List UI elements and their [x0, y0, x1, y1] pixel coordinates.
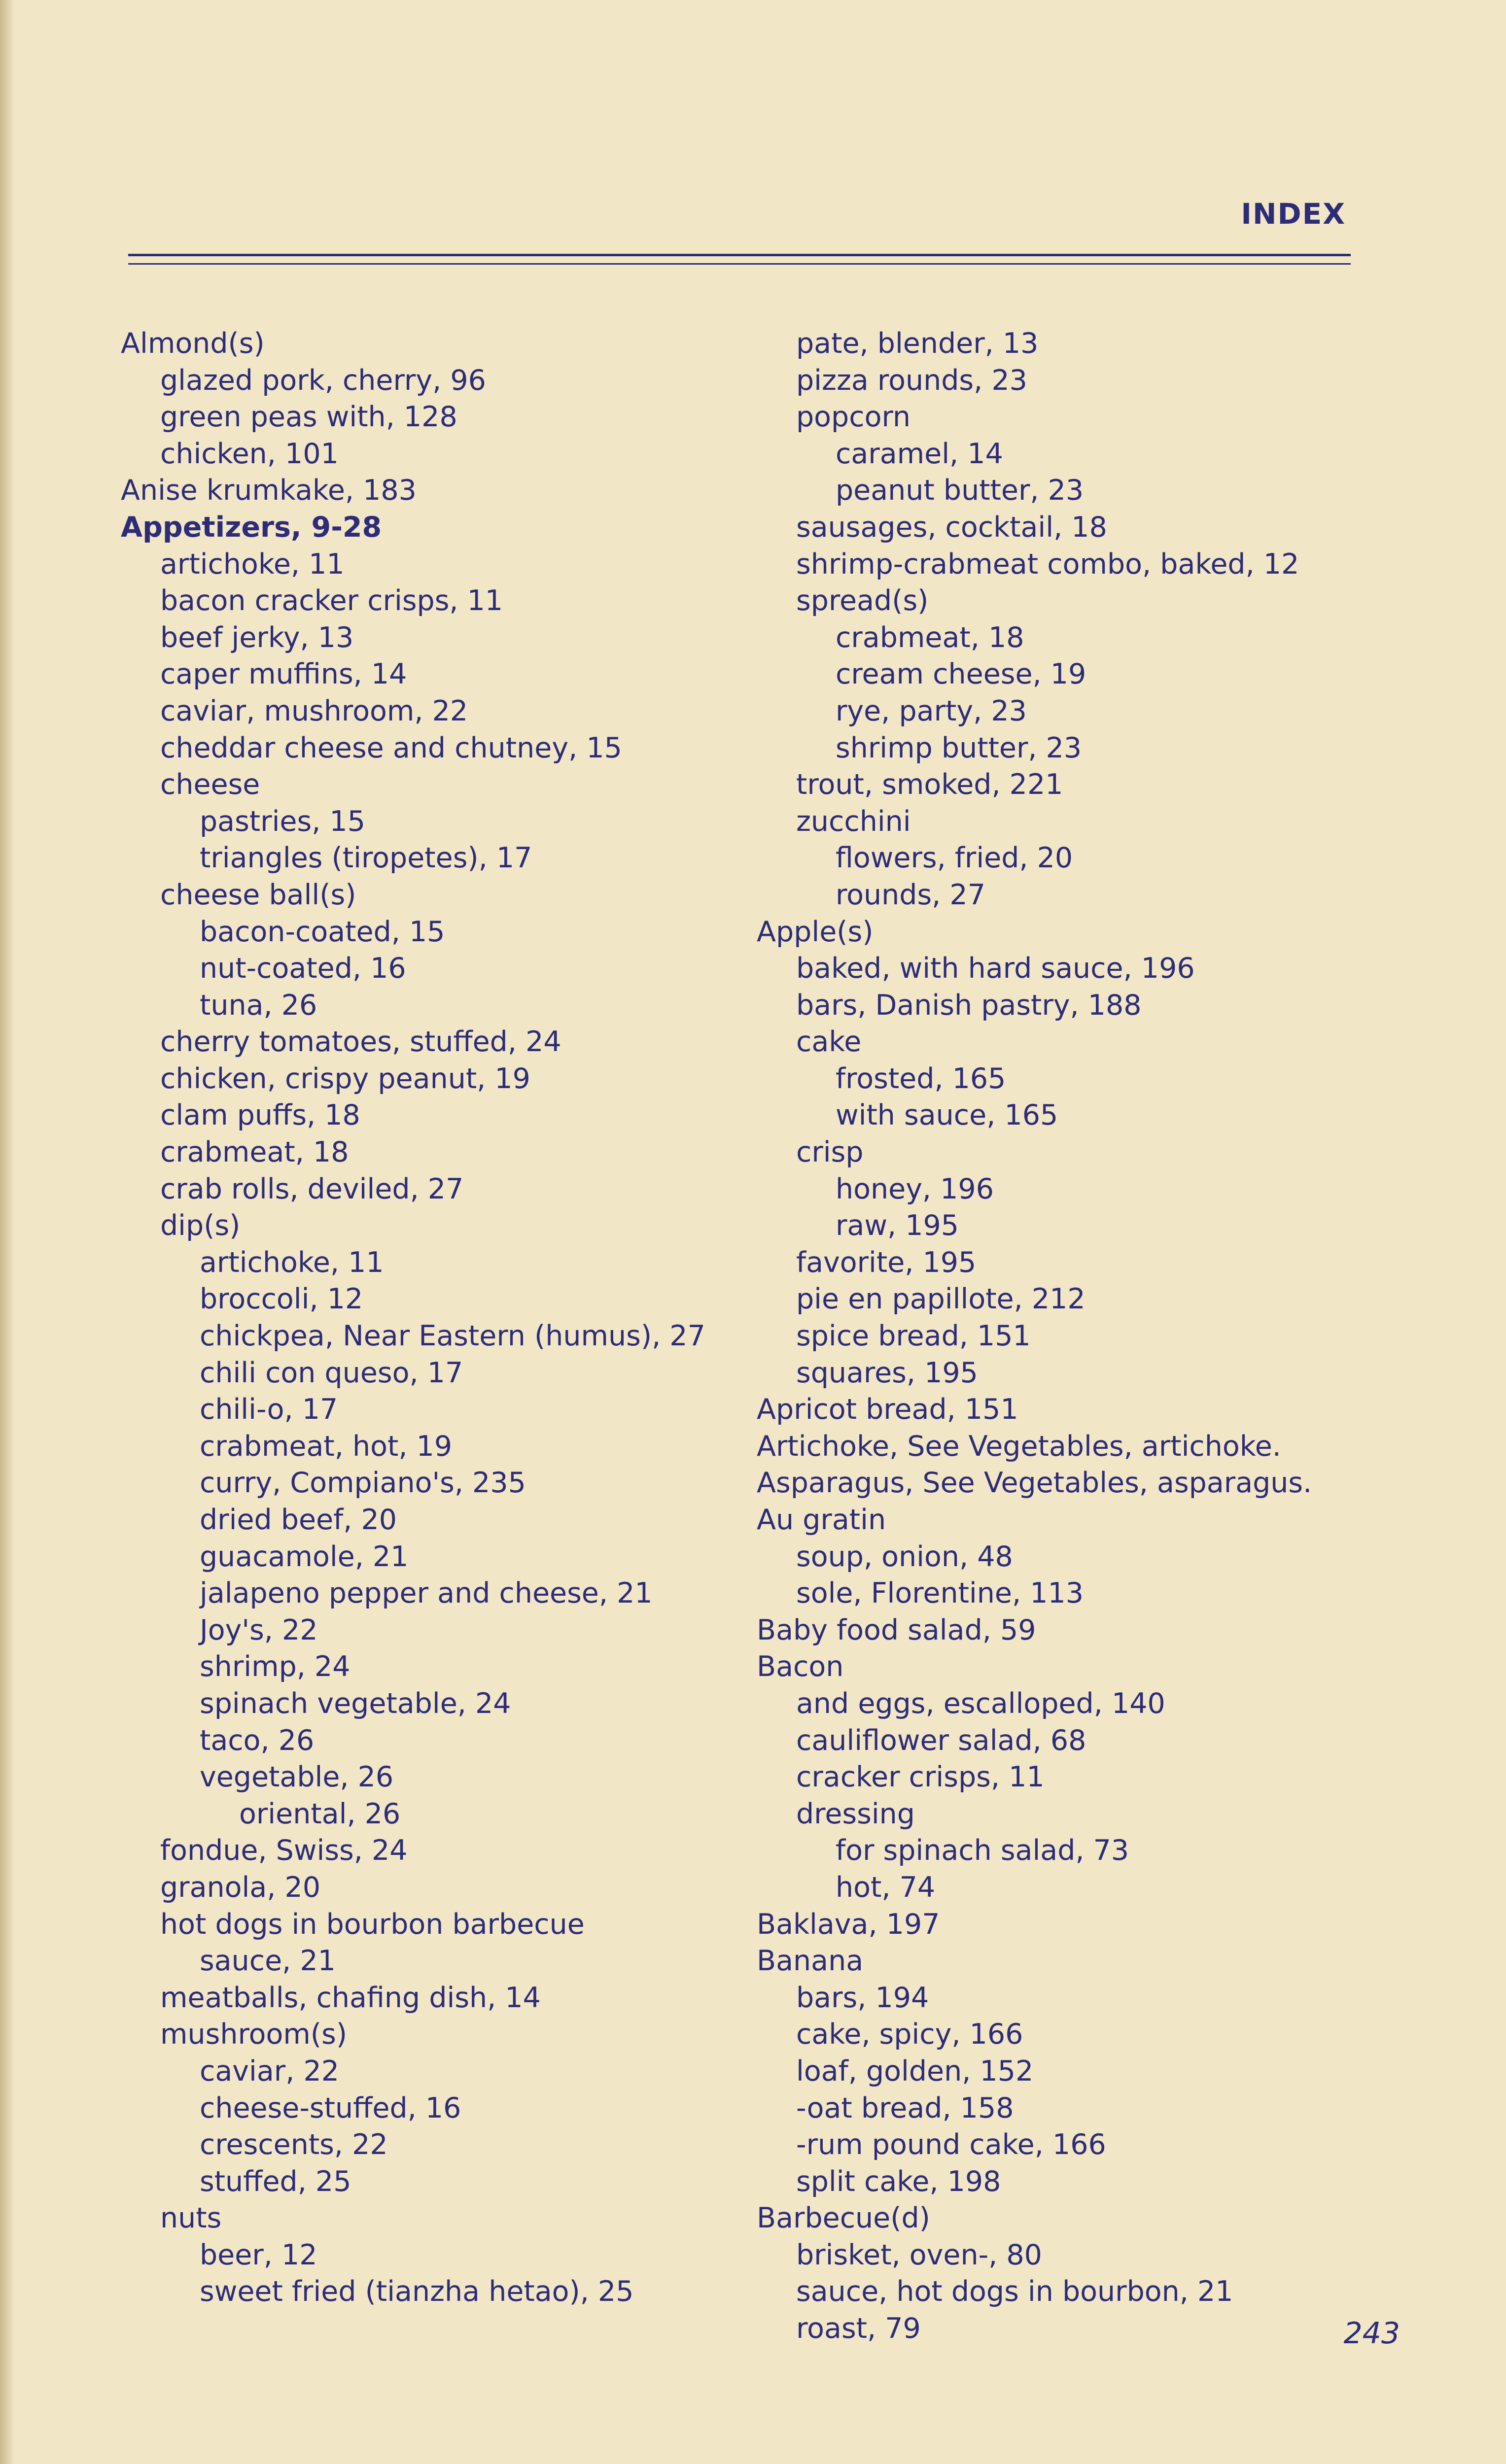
index-subentry: with sauce, 165	[836, 1099, 1058, 1132]
index-subentry: bacon cracker crisps, 11	[160, 584, 503, 617]
page-number: 243	[1343, 2316, 1400, 2351]
index-subentry: chickpea, Near Eastern (humus), 27	[200, 1320, 705, 1353]
index-subentry: green peas with, 128	[160, 401, 457, 434]
index-subentry: jalapeno pepper and cheese, 21	[200, 1577, 653, 1610]
index-subentry: dressing	[796, 1797, 915, 1830]
index-heading: Baby food salad, 59	[757, 1613, 1036, 1646]
index-subentry: tuna, 26	[200, 989, 317, 1022]
index-subentry: popcorn	[796, 401, 911, 434]
index-heading: Anise krumkake, 183	[121, 474, 417, 507]
index-subentry: bars, Danish pastry, 188	[796, 989, 1142, 1022]
index-subentry: spread(s)	[796, 584, 929, 617]
index-subentry: pizza rounds, 23	[796, 364, 1027, 397]
index-subentry: bacon-coated, 15	[200, 915, 445, 948]
index-heading: Barbecue(d)	[757, 2202, 930, 2235]
index-subentry: dried beef, 20	[200, 1504, 397, 1536]
index-subentry: crabmeat, 18	[160, 1136, 349, 1169]
index-subentry: sauce, hot dogs in bourbon, 21	[796, 2275, 1233, 2308]
index-subentry: brisket, oven-, 80	[796, 2238, 1042, 2271]
index-subentry: glazed pork, cherry, 96	[160, 364, 486, 397]
index-subentry: broccoli, 12	[200, 1283, 363, 1316]
index-subentry: hot dogs in bourbon barbecue	[160, 1908, 585, 1941]
index-subentry: artichoke, 11	[160, 548, 345, 581]
index-subentry: spinach vegetable, 24	[200, 1687, 511, 1720]
index-subentry: cheese ball(s)	[160, 878, 356, 911]
index-subentry: taco, 26	[200, 1724, 315, 1757]
index-subentry: cauliflower salad, 68	[796, 1724, 1086, 1757]
header-rule-bottom	[128, 263, 1351, 265]
index-subentry: roast, 79	[796, 2312, 921, 2345]
index-heading: Apricot bread, 151	[757, 1393, 1018, 1426]
index-subentry: shrimp-crabmeat combo, baked, 12	[796, 548, 1299, 581]
index-subentry: baked, with hard sauce, 196	[796, 952, 1195, 985]
index-subentry: caviar, 22	[200, 2054, 339, 2088]
index-subentry: dip(s)	[160, 1209, 241, 1242]
index-subentry: shrimp butter, 23	[836, 731, 1082, 764]
index-subentry: curry, Compiano's, 235	[200, 1467, 526, 1500]
index-subentry: soup, onion, 48	[796, 1540, 1013, 1573]
index-subentry: crabmeat, hot, 19	[200, 1430, 453, 1463]
index-subentry: beer, 12	[200, 2238, 317, 2271]
index-subentry: caper muffins, 14	[160, 658, 407, 691]
index-subentry: favorite, 195	[796, 1246, 977, 1279]
index-subentry: cake	[796, 1026, 862, 1059]
index-subentry: Joy's, 22	[200, 1613, 318, 1646]
index-column-right	[757, 325, 1407, 2347]
index-subentry: frosted, 165	[836, 1062, 1006, 1095]
index-subentry: sauce, 21	[200, 1945, 336, 1978]
index-subentry: chili con queso, 17	[200, 1356, 463, 1389]
page-header-title: INDEX	[1241, 197, 1346, 231]
index-heading: Banana	[757, 1945, 864, 1978]
index-subentry: guacamole, 21	[200, 1540, 409, 1573]
index-subentry: nut-coated, 16	[200, 952, 406, 985]
index-subentry: sweet fried (tianzha hetao), 25	[200, 2275, 634, 2308]
index-heading: Bacon	[757, 1650, 844, 1683]
index-subentry: and eggs, escalloped, 140	[796, 1687, 1165, 1720]
index-subentry: cheese-stuffed, 16	[200, 2091, 461, 2124]
index-subentry: cherry tomatoes, stuffed, 24	[160, 1026, 561, 1059]
index-subentry: rounds, 27	[836, 878, 985, 911]
index-heading: Baklava, 197	[757, 1908, 940, 1941]
index-subentry: mushroom(s)	[160, 2018, 348, 2051]
index-subentry: granola, 20	[160, 1871, 321, 1904]
index-subentry: chicken, 101	[160, 437, 339, 470]
index-subentry: artichoke, 11	[200, 1246, 384, 1279]
index-subentry: bars, 194	[796, 1981, 929, 2014]
index-subentry: chili-o, 17	[200, 1393, 338, 1426]
index-subentry: peanut butter, 23	[836, 474, 1084, 507]
index-subentry: meatballs, chafing dish, 14	[160, 1981, 541, 2014]
index-subentry: pie en papillote, 212	[796, 1283, 1086, 1316]
index-heading: Appetizers, 9-28	[121, 511, 382, 544]
index-subentry: zucchini	[796, 805, 911, 838]
index-subentry: cheese	[160, 768, 260, 801]
index-subentry: trout, smoked, 221	[796, 768, 1063, 801]
index-subentry: cheddar cheese and chutney, 15	[160, 731, 622, 764]
index-subentry: hot, 74	[836, 1871, 936, 1904]
index-subentry: vegetable, 26	[200, 1761, 394, 1794]
index-subentry: stuffed, 25	[200, 2165, 351, 2198]
header-rule-top	[128, 254, 1351, 256]
index-subentry: cracker crisps, 11	[796, 1761, 1045, 1794]
index-subentry: clam puffs, 18	[160, 1099, 360, 1132]
index-subentry: sole, Florentine, 113	[796, 1577, 1084, 1610]
index-subentry: crab rolls, deviled, 27	[160, 1172, 464, 1205]
index-subentry: pate, blender, 13	[796, 327, 1039, 360]
index-subentry: split cake, 198	[796, 2165, 1001, 2198]
index-heading: Artichoke, See Vegetables, artichoke.	[757, 1430, 1281, 1463]
index-subentry: spice bread, 151	[796, 1320, 1031, 1353]
index-subentry: fondue, Swiss, 24	[160, 1834, 408, 1867]
index-heading: Asparagus, See Vegetables, asparagus.	[757, 1467, 1312, 1500]
index-subentry: raw, 195	[836, 1209, 959, 1242]
index-subentry: cake, spicy, 166	[796, 2018, 1023, 2051]
index-subentry: -rum pound cake, 166	[796, 2128, 1106, 2161]
page-binding-shadow	[0, 0, 15, 2464]
index-heading: Au gratin	[757, 1504, 886, 1536]
index-subentry: caviar, mushroom, 22	[160, 694, 468, 727]
index-column-left	[121, 325, 762, 2310]
index-subentry: beef jerky, 13	[160, 621, 354, 654]
index-subentry: crescents, 22	[200, 2128, 388, 2161]
index-subentry: cream cheese, 19	[836, 658, 1086, 691]
index-heading: Almond(s)	[121, 327, 265, 360]
index-subentry: crisp	[796, 1136, 864, 1169]
index-subentry: triangles (tiropetes), 17	[200, 842, 532, 875]
index-subentry: sausages, cocktail, 18	[796, 511, 1107, 544]
index-subentry: loaf, golden, 152	[796, 2054, 1034, 2088]
index-heading: Apple(s)	[757, 915, 874, 948]
index-subentry: oriental, 26	[239, 1797, 401, 1830]
index-subentry: crabmeat, 18	[836, 621, 1024, 654]
index-subentry: chicken, crispy peanut, 19	[160, 1062, 530, 1095]
index-subentry: -oat bread, 158	[796, 2091, 1014, 2124]
index-subentry: nuts	[160, 2202, 222, 2235]
index-subentry: for spinach salad, 73	[836, 1834, 1129, 1867]
index-subentry: shrimp, 24	[200, 1650, 350, 1683]
index-subentry: flowers, fried, 20	[836, 842, 1073, 875]
index-subentry: caramel, 14	[836, 437, 1003, 470]
index-subentry: squares, 195	[796, 1356, 978, 1389]
index-subentry: honey, 196	[836, 1172, 994, 1205]
index-subentry: rye, party, 23	[836, 694, 1027, 727]
index-subentry: pastries, 15	[200, 805, 365, 838]
